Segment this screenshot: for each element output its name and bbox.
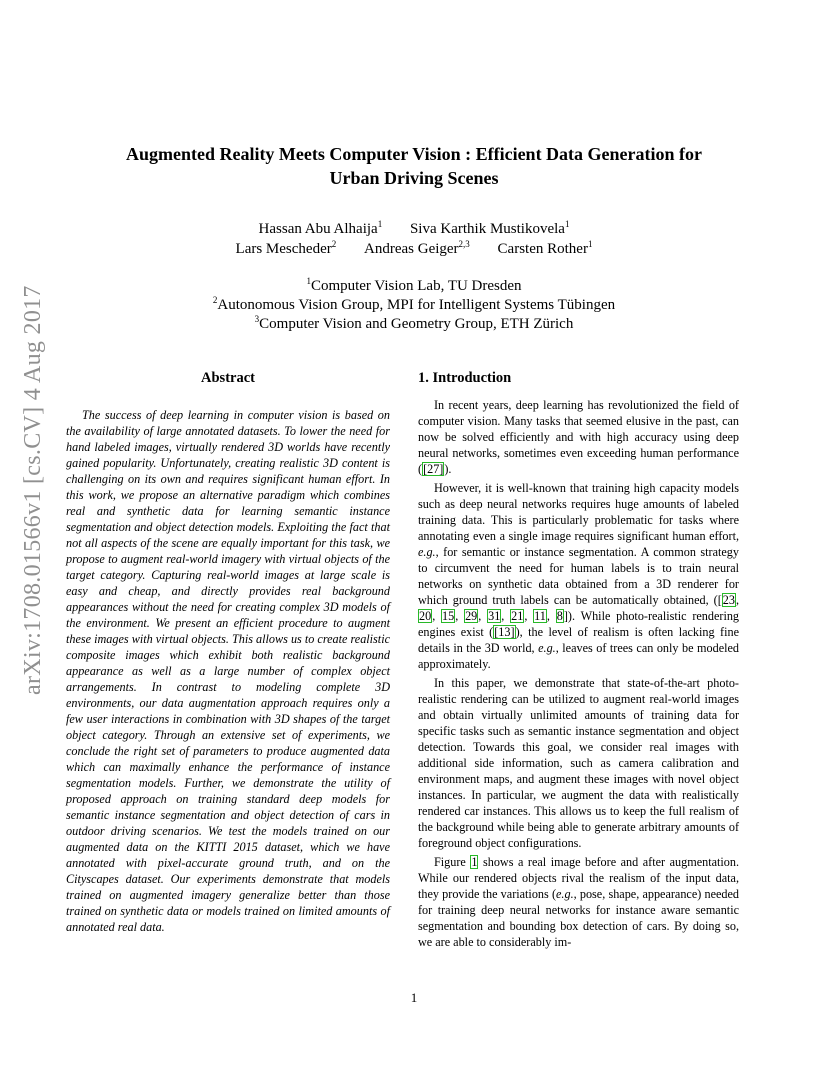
citation-link[interactable]: 21: [511, 609, 524, 623]
author-row-1: [60, 219, 768, 239]
citation-link[interactable]: 23: [722, 593, 735, 607]
intro-paragraph-3: In this paper, we demonstrate that state-of-the-art photo-realistic rendering can be utilized to augment real-world images and obtain virtually unlimited amounts of training data for specific tasks such as semantic instance segmentation and object detection. Towards this goal, we consider real images with additional side information, such as camera calibration and environment maps, and augment these images with novel object instances. In particular, we augment the data with realistically rendered car instances. This allows us to keep the full realism of the background while being able to generate arbitrary amounts of foreground object configurations.: [418, 676, 739, 850]
introduction-body: [418, 397, 739, 953]
citation-link[interactable]: 29: [465, 609, 478, 623]
affiliation: $^2$Autonomous Vision Group, MPI for Intelligent Systems Tübingen: [212, 295, 616, 313]
affiliation-list: [60, 277, 768, 334]
author: Carsten Rother$^1$: [497, 239, 593, 257]
page-number: 1: [410, 990, 418, 1005]
author: Siva Karthik Mustikovela$^1$: [409, 219, 570, 237]
citation-link[interactable]: 31: [488, 609, 501, 623]
figure-link[interactable]: 1: [471, 855, 478, 869]
citation-link[interactable]: 20: [419, 609, 432, 623]
author-row-2: [60, 239, 768, 259]
intro-paragraph-4: Figure 1 shows a real image before and after augmentation. While our rendered objects rival the realism of the input data, they provide the variations (e.g., pose, shape, appearance) needed for training deep neural networks for instance aware semantic segmentation and bounding box detection of cars. By doing so, we are able to considerably im-: [418, 855, 739, 949]
author-list: [60, 219, 768, 259]
paper-title: [60, 142, 768, 190]
citation-link[interactable]: [27]: [423, 462, 444, 476]
intro-paragraph-1: In recent years, deep learning has revolutionized the field of computer vision. Many tasks that seemed elusive in the past, can now be solved efficiently and with high accuracy using deep neural networks, sometimes even exceeding human performance ([27]).: [418, 398, 739, 476]
abstract-text: The success of deep learning in computer vision is based on the availability of large annotated datasets. To lower the need for hand labeled images, virtually rendered 3D worlds have recently gained popularity. Unfortunately, creating realistic 3D content is challenging on its own and requires significant human effort. In this work, we propose an alternative paradigm which combines real and synthetic data for learning semantic instance segmentation and object detection models. Exploiting the fact that not all aspects of the scene are equally important for this task, we propose to augment real-world imagery with virtual objects of the target category. Capturing real-world images at large scale is easy and cheap, and directly provides real background appearances without the need for creating complex 3D models of the environment. We present an efficient procedure to augment these images with virtual objects. This allows us to create realistic composite images which exhibit both realistic background appearance as well as a large number of complex object arrangements. In contrast to modeling complete 3D environments, our data augmentation approach requires only a few user interactions in combination with 3D shapes of the target object category. Through an extensive set of experiments, we conclude the right set of parameters to produce augmented data which can maximally enhance the performance of instance segmentation models. Further, we demonstrate the utility of proposed approach on training standard deep models for semantic instance segmentation and object detection of cars in outdoor driving scenarios. We test the models trained on our augmented data on the KITTI 2015 dataset, which we have annotated with pixel-accurate ground truth, and on the Cityscapes dataset. Our experiments demonstrate that models trained on augmented imagery generalize better than those trained on synthetic data or models trained on limited amounts of annotated real data.: [66, 408, 390, 934]
abstract-heading: Abstract: [201, 370, 255, 386]
arxiv-stamp: arXiv:1708.01566v1 [cs.CV] 4 Aug 2017: [20, 285, 46, 695]
affiliation: $^3$Computer Vision and Geometry Group, ETH Zürich: [254, 314, 574, 332]
citation-link[interactable]: [13]: [494, 625, 515, 639]
author: Lars Mescheder$^2$: [235, 239, 337, 257]
author: Hassan Abu Alhaija$^1$: [258, 219, 383, 237]
title-line-2: Urban Driving Scenes: [329, 168, 499, 188]
title-line-1: Augmented Reality Meets Computer Vision : Efficient Data Generation for: [125, 144, 703, 164]
citation-link[interactable]: 11: [534, 609, 546, 623]
intro-paragraph-2: However, it is well-known that training high capacity models such as deep neural networks requires huge amounts of labeled training data. This is particularly problematic for tasks where annotating even a single image requires significant human effort, e.g., for semantic or instance segmentation. A common strategy to circumvent the need for human labels is to train neural networks on synthetic data obtained from a 3D renderer for which ground truth labels can be automatically obtained, ([23, 20, 15, 29, 31, 21, 11, 8]). While photo-realistic rendering engines exist ([13]), the level of realism is often lacking fine details in the 3D world, e.g., leaves of trees can only be modeled approximately.: [418, 481, 740, 671]
abstract-body: [66, 407, 390, 938]
citation-link[interactable]: 15: [442, 609, 455, 623]
author: Andreas Geiger$^{2,3}$: [364, 239, 470, 257]
citation-link[interactable]: 8: [556, 609, 563, 623]
affiliation: $^1$Computer Vision Lab, TU Dresden: [306, 276, 522, 294]
introduction-heading: 1. Introduction: [418, 370, 512, 386]
